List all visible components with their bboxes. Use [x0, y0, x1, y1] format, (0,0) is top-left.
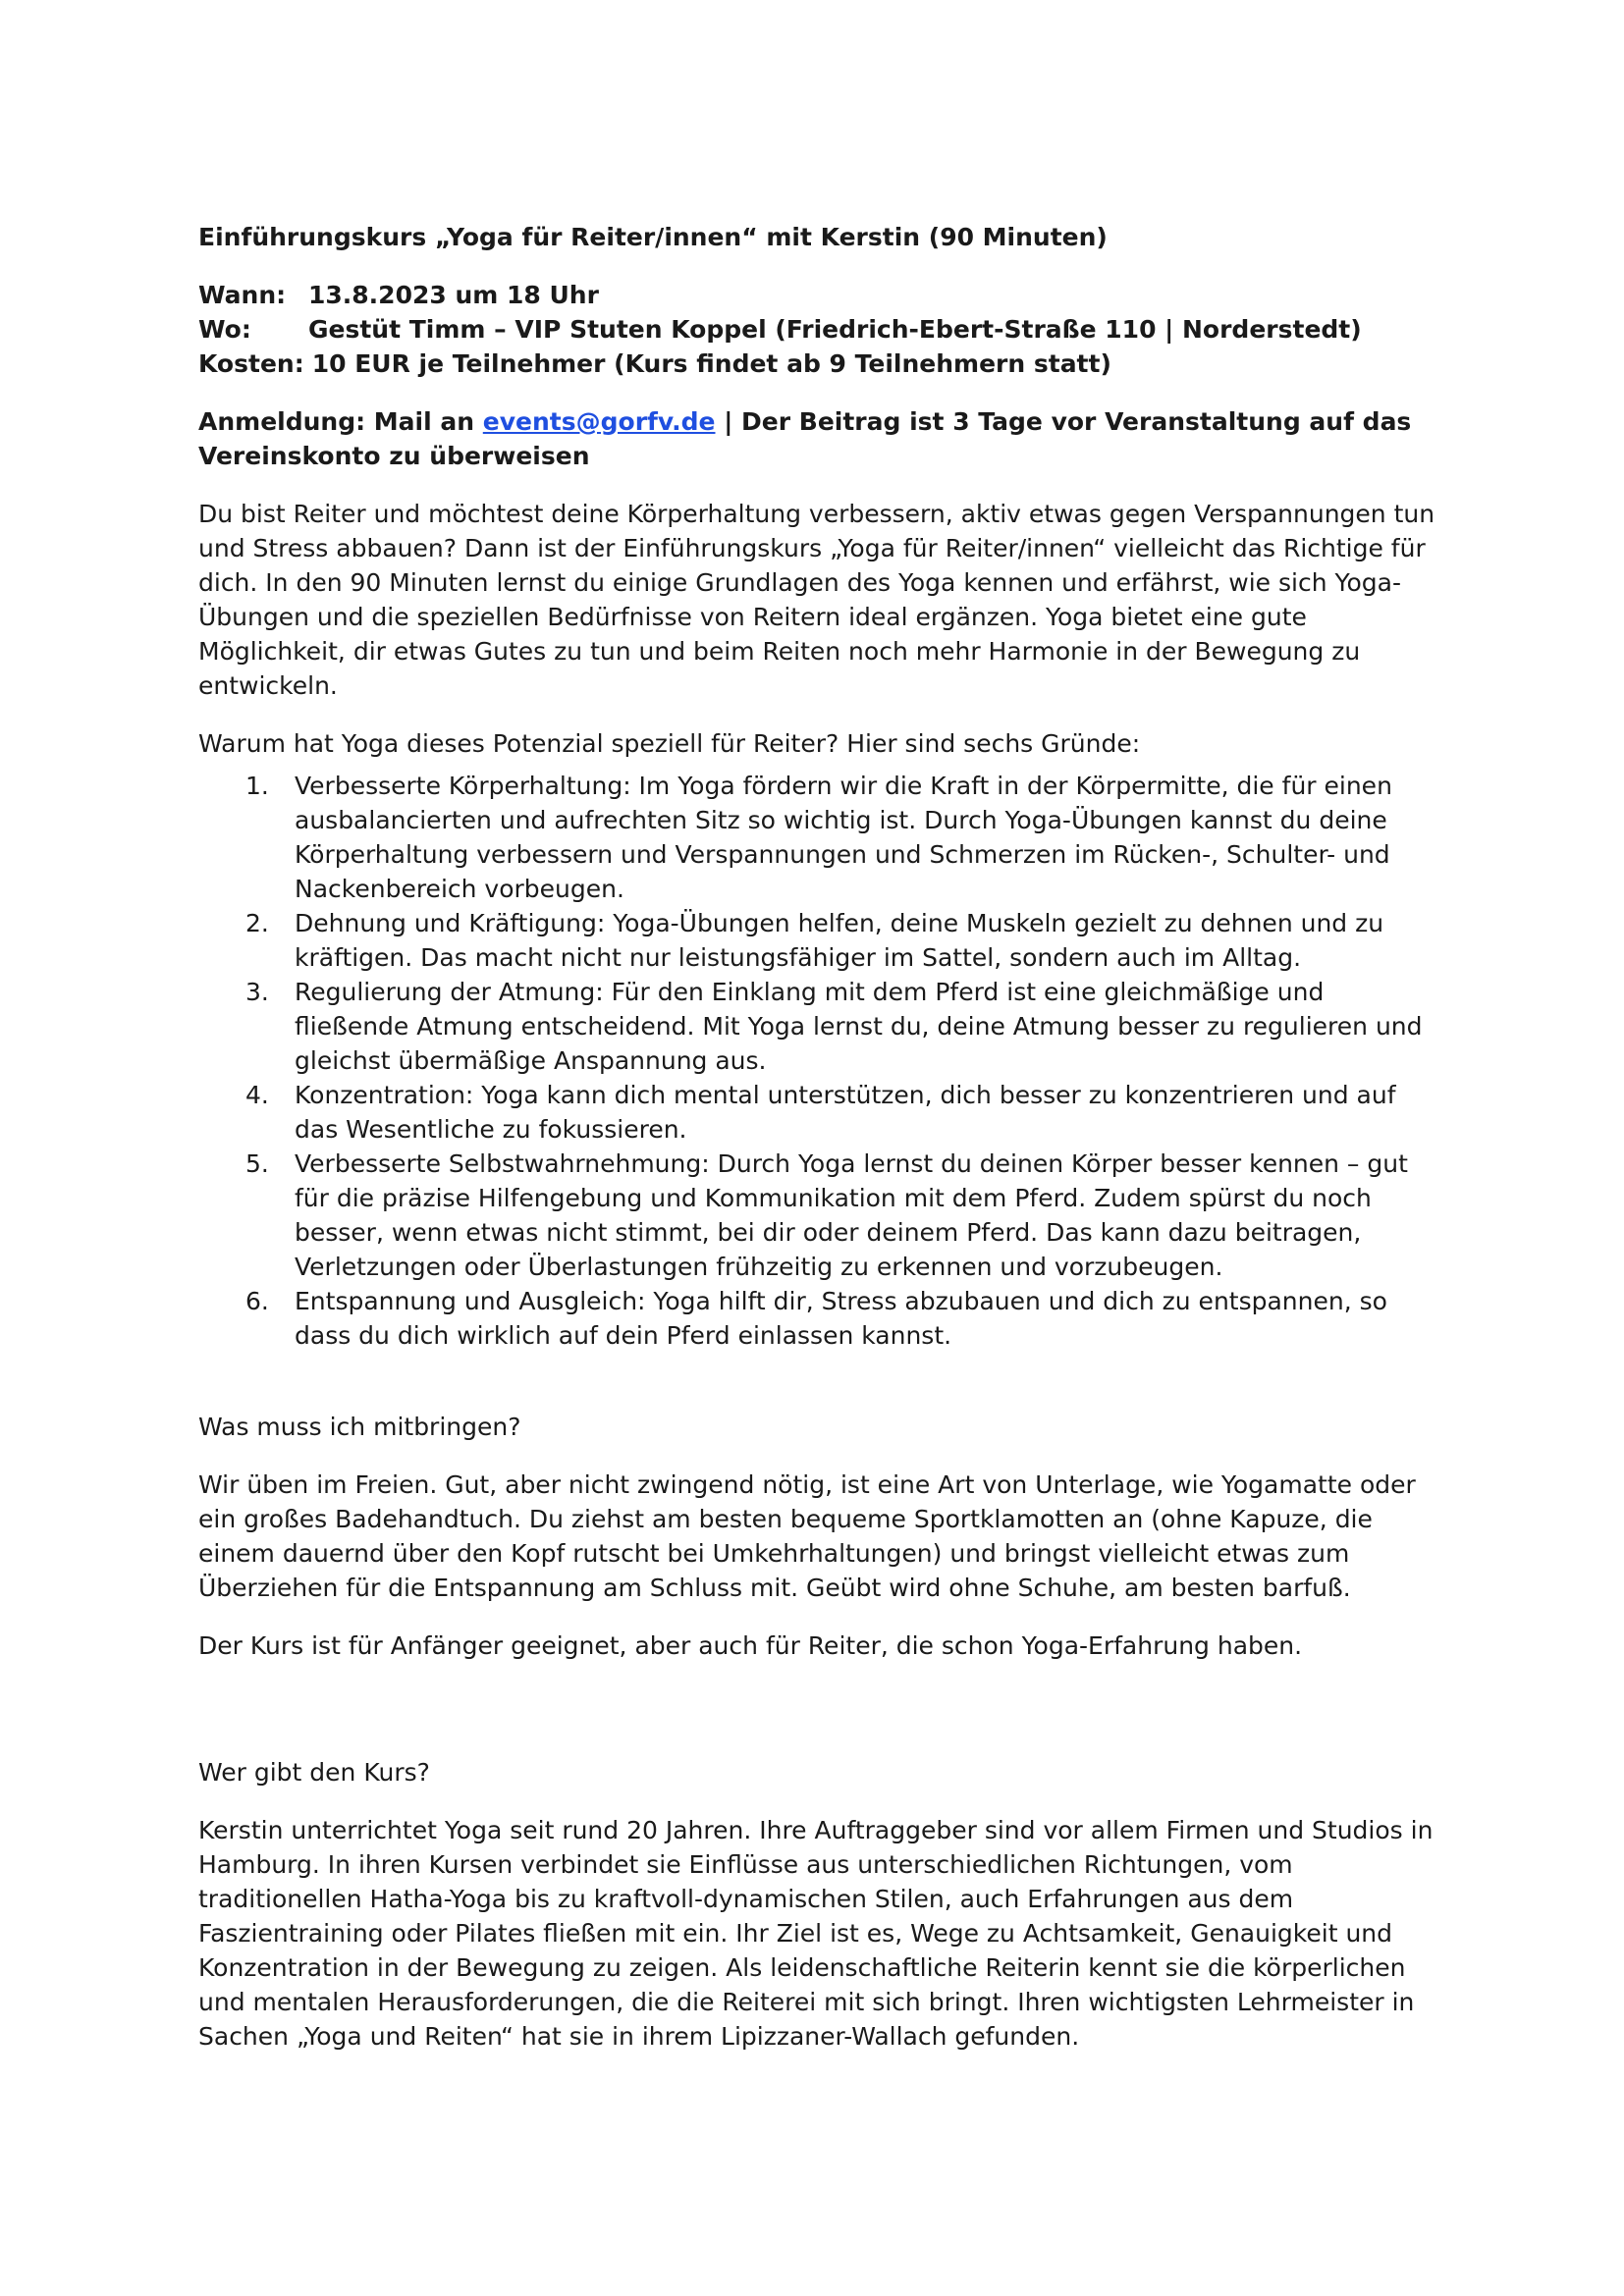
list-item-text: Konzentration: Yoga kann dich mental unterstützen, dich besser zu konzentrieren und auf das Wesentliche zu fokussieren.: [295, 1081, 1396, 1144]
when-value: 13.8.2023 um 18 Uhr: [308, 281, 599, 309]
when-row: [198, 278, 1445, 312]
list-item: [198, 1147, 1445, 1284]
list-item-number: 3.: [245, 978, 269, 1006]
bring-heading: Was muss ich mitbringen?: [198, 1413, 521, 1441]
cost-row: [198, 347, 1445, 381]
reasons-list: [198, 769, 1445, 1353]
bring-paragraph: Wir üben im Freien. Gut, aber nicht zwingend nötig, ist eine Art von Unterlage, wie Yogamatte oder ein großes Badehandtuch. Du ziehst am besten bequeme Sportklamotten an (ohne Kapuze, die einem dauernd über den Kopf rutscht bei Umkehrhaltungen) und bringst vielleicht etwas zum Überziehen für die Entspannung am Schluss mit. Geübt wird ohne Schuhe, am besten barfuß.: [198, 1470, 1416, 1602]
list-item: [198, 1078, 1445, 1147]
list-item-number: 2.: [245, 909, 269, 937]
where-value: Gestüt Timm – VIP Stuten Koppel (Friedrich-Ebert-Straße 110 | Norderstedt): [308, 315, 1362, 344]
suitability-paragraph: Der Kurs ist für Anfänger geeignet, aber auch für Reiter, die schon Yoga-Erfahrung haben.: [198, 1631, 1303, 1660]
list-item-number: 5.: [245, 1149, 269, 1178]
registration-prefix: Anmeldung: Mail an: [198, 407, 483, 436]
list-item-number: 1.: [245, 772, 269, 800]
list-item-text: Regulierung der Atmung: Für den Einklang mit dem Pferd ist eine gleichmäßige und fließende Atmung entscheidend. Mit Yoga lernst du, deine Atmung besser zu regulieren und gleichst übermäßige Anspannung aus.: [295, 978, 1423, 1075]
list-item: [198, 906, 1445, 975]
course-title: Einführungskurs „Yoga für Reiter/innen“ mit Kerstin (90 Minuten): [198, 223, 1108, 251]
event-info: [198, 278, 1445, 381]
document-content: [198, 220, 1445, 2077]
where-label: Wo:: [198, 315, 251, 344]
registration-email-link[interactable]: events@gorfv.de: [482, 407, 716, 436]
list-item: [198, 975, 1445, 1078]
where-row: [198, 312, 1445, 347]
list-item: [198, 769, 1445, 906]
list-item-text: Verbesserte Körperhaltung: Im Yoga fördern wir die Kraft in der Körpermitte, die für einen ausbalancierten und aufrechten Sitz so wichtig ist. Durch Yoga-Übungen kannst du deine Körperhaltung verbessern und Verspannungen und Schmerzen im Rücken-, Schulter- und Nackenbereich vorbeugen.: [295, 772, 1392, 903]
list-item: [198, 1284, 1445, 1353]
when-label: Wann:: [198, 281, 287, 309]
teacher-heading: Wer gibt den Kurs?: [198, 1758, 430, 1787]
cost-value: 10 EUR je Teilnehmer (Kurs findet ab 9 Teilnehmern statt): [311, 349, 1111, 378]
intro-paragraph: Du bist Reiter und möchtest deine Körperhaltung verbessern, aktiv etwas gegen Verspannungen tun und Stress abbauen? Dann ist der Einführungskurs „Yoga für Reiter/innen“ vielleicht das Richtige für dich. In den 90 Minuten lernst du einige Grundlagen des Yoga kennen und erfährst, wie sich Yoga-Übungen und die speziellen Bedürfnisse von Reitern ideal ergänzen. Yoga bietet eine gute Möglichkeit, dir etwas Gutes zu tun und beim Reiten noch mehr Harmonie in der Bewegung zu entwickeln.: [198, 500, 1435, 700]
teacher-paragraph: Kerstin unterrichtet Yoga seit rund 20 Jahren. Ihre Auftraggeber sind vor allem Firmen und Studios in Hamburg. In ihren Kursen verbindet sie Einflüsse aus unterschiedlichen Richtungen, vom traditionellen Hatha-Yoga bis zu kraftvoll-dynamischen Stilen, auch Erfahrungen aus dem Faszientraining oder Pilates fließen mit ein. Ihr Ziel ist es, Wege zu Achtsamkeit, Genauigkeit und Konzentration in der Bewegung zu zeigen. Als leidenschaftliche Reiterin kennt sie die körperlichen und mentalen Herausforderungen, die die Reiterei mit sich bringt. Ihren wichtigsten Lehrmeister in Sachen „Yoga und Reiten“ hat sie in ihrem Lipizzaner-Wallach gefunden.: [198, 1816, 1434, 2051]
registration-suffix: | Der Beitrag ist 3 Tage vor Veranstaltung auf das Vereinskonto zu überweisen: [198, 407, 1412, 470]
registration-info: [198, 404, 1445, 473]
list-item-number: 4.: [245, 1081, 269, 1109]
list-item-text: Dehnung und Kräftigung: Yoga-Übungen helfen, deine Muskeln gezielt zu dehnen und zu kräftigen. Das macht nicht nur leistungsfähiger im Sattel, sondern auch im Alltag.: [295, 909, 1384, 972]
cost-label: Kosten:: [198, 349, 304, 378]
list-item-text: Verbesserte Selbstwahrnehmung: Durch Yoga lernst du deinen Körper besser kennen – gut für die präzise Hilfengebung und Kommunikation mit dem Pferd. Zudem spürst du noch besser, wenn etwas nicht stimmt, bei dir oder deinem Pferd. Das kann dazu beitragen, Verletzungen oder Überlastungen frühzeitig zu erkennen und vorzubeugen.: [295, 1149, 1408, 1281]
list-item-number: 6.: [245, 1287, 269, 1315]
reasons-intro: Warum hat Yoga dieses Potenzial speziell für Reiter? Hier sind sechs Gründe:: [198, 729, 1141, 758]
list-item-text: Entspannung und Ausgleich: Yoga hilft dir, Stress abzubauen und dich zu entspannen, so dass du dich wirklich auf dein Pferd einlassen kannst.: [295, 1287, 1387, 1350]
